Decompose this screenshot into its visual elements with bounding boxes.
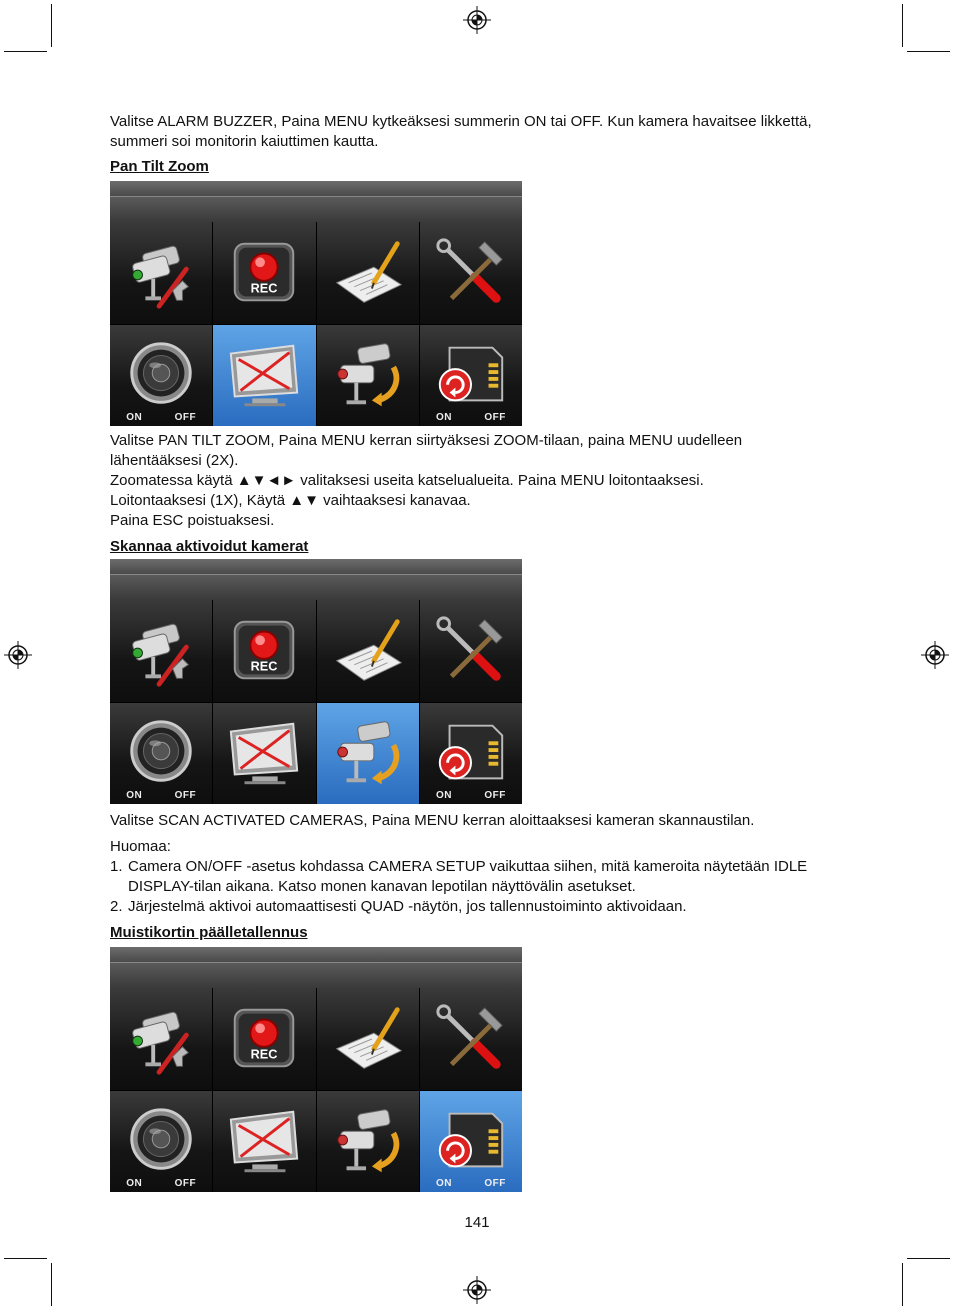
- section-heading: Pan Tilt Zoom: [110, 158, 209, 175]
- tools-icon: [432, 234, 510, 312]
- list-number: 1.: [110, 858, 123, 875]
- menu-tile[interactable]: [420, 1091, 522, 1193]
- menu-tile[interactable]: [213, 703, 315, 805]
- on-label: ON: [435, 1178, 452, 1189]
- list-item: [110, 897, 830, 917]
- menu-screenshot: [110, 947, 522, 1192]
- menu-header-bar: [110, 196, 522, 222]
- menu-tile[interactable]: [110, 222, 212, 324]
- menu-tile[interactable]: [420, 600, 522, 702]
- on-off-labels: [110, 412, 212, 423]
- on-off-labels: [420, 790, 522, 801]
- crop-mark: [4, 51, 47, 52]
- section-body: [110, 431, 830, 531]
- registration-mark-icon: [3, 640, 33, 670]
- menu-tile[interactable]: [213, 988, 315, 1090]
- menu-title-bar: [110, 181, 522, 196]
- sd-card-icon: [432, 336, 510, 414]
- on-label: ON: [435, 412, 452, 423]
- body-line: Paina ESC poistuaksesi.: [110, 512, 275, 529]
- rec-icon: [225, 1000, 303, 1078]
- crop-mark: [902, 1263, 903, 1306]
- on-off-labels: [110, 1178, 212, 1189]
- body-line: Valitse PAN TILT ZOOM, Paina MENU kerran siirtyäksesi ZOOM-tilaan, paina MENU uudelleen lähentääksesi (2X).: [110, 432, 743, 469]
- tools-icon: [432, 612, 510, 690]
- menu-screenshot: [110, 181, 522, 426]
- monitor-cross-icon: [225, 714, 303, 792]
- svg-text:REC: REC: [251, 659, 278, 674]
- registration-mark-icon: [462, 1275, 492, 1305]
- document-pen-icon: [329, 234, 407, 312]
- menu-tile[interactable]: [213, 1091, 315, 1193]
- on-off-labels: [420, 412, 522, 423]
- menu-icon-grid: [110, 222, 522, 426]
- rec-icon: [225, 234, 303, 312]
- list-item: [110, 857, 830, 897]
- on-label: ON: [126, 412, 143, 423]
- camera-setup-icon: [122, 234, 200, 312]
- registration-mark-icon: [462, 5, 492, 35]
- menu-tile[interactable]: [317, 600, 419, 702]
- camera-setup-icon: [122, 612, 200, 690]
- note-label: Huomaa:: [110, 838, 171, 855]
- menu-tile[interactable]: [110, 600, 212, 702]
- off-label: OFF: [174, 412, 197, 423]
- menu-icon-grid: [110, 600, 522, 804]
- menu-tile[interactable]: [420, 988, 522, 1090]
- speaker-icon: [122, 714, 200, 792]
- list-number: 2.: [110, 898, 123, 915]
- camera-setup-icon: [122, 1000, 200, 1078]
- crop-mark: [907, 51, 950, 52]
- ptz-camera-icon: [329, 714, 407, 792]
- menu-header-bar: [110, 574, 522, 600]
- menu-tile[interactable]: [420, 325, 522, 427]
- menu-tile[interactable]: [317, 1091, 419, 1193]
- on-label: ON: [126, 790, 143, 801]
- list-text: Järjestelmä aktivoi automaattisesti QUAD -näytön, jos tallennustoiminto aktivoidaan.: [128, 898, 687, 915]
- body-line: Zoomatessa käytä ▲▼◄► valitaksesi useita katselualueita. Paina MENU loitontaaksesi.: [110, 472, 704, 489]
- crop-mark: [907, 1258, 950, 1259]
- off-label: OFF: [484, 790, 506, 801]
- ptz-camera-icon: [329, 336, 407, 414]
- svg-text:REC: REC: [251, 1047, 278, 1062]
- menu-tile[interactable]: [213, 325, 315, 427]
- menu-tile[interactable]: [317, 325, 419, 427]
- menu-title-bar: [110, 559, 522, 574]
- menu-tile[interactable]: [317, 988, 419, 1090]
- sd-card-icon: [432, 1102, 510, 1180]
- menu-tile[interactable]: [420, 222, 522, 324]
- tools-icon: [432, 1000, 510, 1078]
- list-text: Camera ON/OFF -asetus kohdassa CAMERA SETUP vaikuttaa siihen, mitä kameroita näytetään IDLE DISPLAY-tilan aikana. Katso monen kanavan lepotilan näyttövälin asetukset.: [128, 858, 808, 895]
- menu-header-bar: [110, 962, 522, 988]
- crop-mark: [51, 1263, 52, 1306]
- off-label: OFF: [484, 1178, 506, 1189]
- on-off-labels: [110, 790, 212, 801]
- note-list: [110, 857, 830, 917]
- on-label: ON: [435, 790, 452, 801]
- monitor-cross-icon: [225, 1102, 303, 1180]
- off-label: OFF: [174, 1178, 197, 1189]
- crop-mark: [4, 1258, 47, 1259]
- on-off-labels: [420, 1178, 522, 1189]
- menu-tile[interactable]: [213, 600, 315, 702]
- menu-title-bar: [110, 947, 522, 962]
- intro-paragraph: Valitse ALARM BUZZER, Paina MENU kytkeäksesi summerin ON tai OFF. Kun kamera havaitsee likkettä, summeri soi monitorin kaiuttimen kautta.: [110, 113, 812, 150]
- off-label: OFF: [484, 412, 506, 423]
- crop-mark: [902, 4, 903, 47]
- speaker-icon: [122, 336, 200, 414]
- off-label: OFF: [174, 790, 197, 801]
- page-number: 141: [464, 1214, 490, 1231]
- registration-mark-icon: [920, 640, 950, 670]
- crop-mark: [51, 4, 52, 47]
- menu-tile[interactable]: [213, 222, 315, 324]
- sd-card-icon: [432, 714, 510, 792]
- svg-text:REC: REC: [251, 281, 278, 296]
- menu-tile[interactable]: [110, 1091, 212, 1193]
- document-pen-icon: [329, 612, 407, 690]
- on-label: ON: [126, 1178, 143, 1189]
- menu-screenshot: [110, 559, 522, 804]
- document-pen-icon: [329, 1000, 407, 1078]
- menu-tile[interactable]: [317, 703, 419, 805]
- menu-tile[interactable]: [110, 703, 212, 805]
- speaker-icon: [122, 1102, 200, 1180]
- menu-icon-grid: [110, 988, 522, 1192]
- menu-tile[interactable]: [420, 703, 522, 805]
- menu-tile[interactable]: [110, 988, 212, 1090]
- body-line: Loitontaaksesi (1X), Käytä ▲▼ vaihtaaksesi kanavaa.: [110, 492, 471, 509]
- rec-icon: [225, 612, 303, 690]
- section-heading: Muistikortin päälletallennus: [110, 924, 308, 941]
- section-body: Valitse SCAN ACTIVATED CAMERAS, Paina MENU kerran aloittaaksesi kameran skannaustilan.: [110, 812, 755, 829]
- menu-tile[interactable]: [110, 325, 212, 427]
- menu-tile[interactable]: [317, 222, 419, 324]
- ptz-camera-icon: [329, 1102, 407, 1180]
- monitor-cross-icon: [225, 336, 303, 414]
- section-heading: Skannaa aktivoidut kamerat: [110, 538, 309, 555]
